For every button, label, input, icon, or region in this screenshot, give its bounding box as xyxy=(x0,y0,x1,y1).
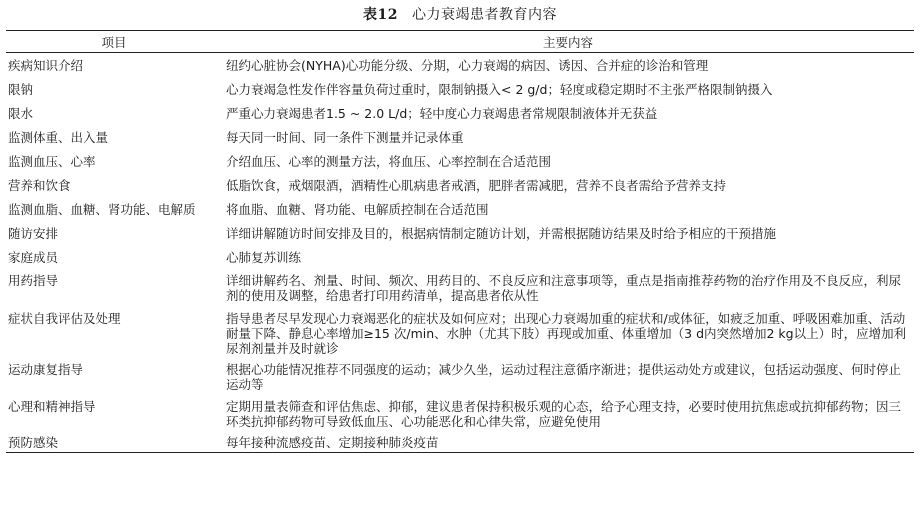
row-item: 预防感染 xyxy=(8,434,59,450)
row-content: 每天同一时间、同一条件下测量并记录体重 xyxy=(226,129,464,145)
row-content: 心力衰竭急性发作伴容量负荷过重时，限制钠摄入< 2 g/d；轻度或稳定期时不主张严格限制钠摄入 xyxy=(226,81,773,97)
row-content: 定期用量表筛查和评估焦虑、抑郁，建议患者保持积极乐观的心态，给予心理支持，必要时使用抗焦虑或抗抑郁药物；因三环类抗抑郁药物可导致低血压、心功能恶化和心律失常，应避免使用 xyxy=(226,398,902,429)
row-item: 监测体重、出入量 xyxy=(8,129,109,145)
table-row xyxy=(6,53,914,77)
header-item: 项目 xyxy=(101,34,127,50)
table-title: 心力衰竭患者教育内容 xyxy=(411,7,557,23)
row-content: 严重心力衰竭患者1.5 ~ 2.0 L/d；轻中度心力衰竭患者常规限制液体并无获益 xyxy=(226,105,658,121)
table-row xyxy=(6,125,914,149)
table-number: 表12 xyxy=(363,7,398,23)
table-caption xyxy=(6,0,914,30)
row-item: 监测血压、心率 xyxy=(8,153,96,169)
row-content: 低脂饮食，戒烟限酒，酒精性心肌病患者戒酒，肥胖者需减肥，营养不良者需给予营养支持 xyxy=(226,177,727,193)
row-content: 每年接种流感疫苗、定期接种肺炎疫苗 xyxy=(226,434,439,450)
row-content: 将血脂、血糖、肾功能、电解质控制在合适范围 xyxy=(226,201,489,217)
row-item: 心理和精神指导 xyxy=(8,398,96,414)
row-content: 心肺复苏训练 xyxy=(226,249,302,265)
row-item: 营养和饮食 xyxy=(8,177,71,193)
table-row xyxy=(6,395,914,432)
row-content: 介绍血压、心率的测量方法，将血压、心率控制在合适范围 xyxy=(226,153,552,169)
table-row xyxy=(6,101,914,125)
row-content: 根据心功能情况推荐不同强度的运动；减少久坐，运动过程注意循序渐进；提供运动处方或建议，包括运动强度、何时停止运动等 xyxy=(226,361,902,392)
table-header-row xyxy=(6,31,914,53)
row-item: 症状自我评估及处理 xyxy=(8,310,121,326)
row-item: 随访安排 xyxy=(8,225,59,241)
row-content: 详细讲解药名、剂量、时间、频次、用药目的、不良反应和注意事项等，重点是指南推荐药物的治疗作用及不良反应，利尿剂的使用及调整，给患者打印用药清单，提高患者依从性 xyxy=(226,272,902,303)
row-item: 运动康复指导 xyxy=(8,361,84,377)
table-row xyxy=(6,307,914,358)
row-content: 详细讲解随访时间安排及目的，根据病情制定随访计划，并需根据随访结果及时给予相应的干预措施 xyxy=(226,225,777,241)
table-row xyxy=(6,432,914,453)
row-content: 指导患者尽早发现心力衰竭恶化的症状及如何应对；出现心力衰竭加重的症状和/或体征，如疲乏加重、呼吸困难加重、活动耐量下降、静息心率增加≥15 次/min、水肿（尤其下肢）再现或加重、体重增加（3 d内突然增加2 kg以上）时，应增加利尿剂剂量并及时就诊 xyxy=(226,310,907,356)
row-item: 用药指导 xyxy=(8,272,59,288)
row-item: 限钠 xyxy=(8,81,34,97)
table-row xyxy=(6,245,914,269)
row-item: 家庭成员 xyxy=(8,249,59,265)
row-item: 疾病知识介绍 xyxy=(8,58,84,73)
header-content: 主要内容 xyxy=(542,34,593,50)
table-row xyxy=(6,173,914,197)
row-content: 纽约心脏协会(NYHA)心功能分级、分期，心力衰竭的病因、诱因、合并症的诊治和管理 xyxy=(226,58,709,73)
patient-education-table xyxy=(6,30,914,453)
table-row xyxy=(6,149,914,173)
table-row xyxy=(6,197,914,221)
row-item: 限水 xyxy=(8,105,34,121)
table-row xyxy=(6,358,914,395)
table-row xyxy=(6,221,914,245)
row-item: 监测血脂、血糖、肾功能、电解质 xyxy=(8,201,196,217)
table-row xyxy=(6,269,914,307)
table-row xyxy=(6,77,914,101)
